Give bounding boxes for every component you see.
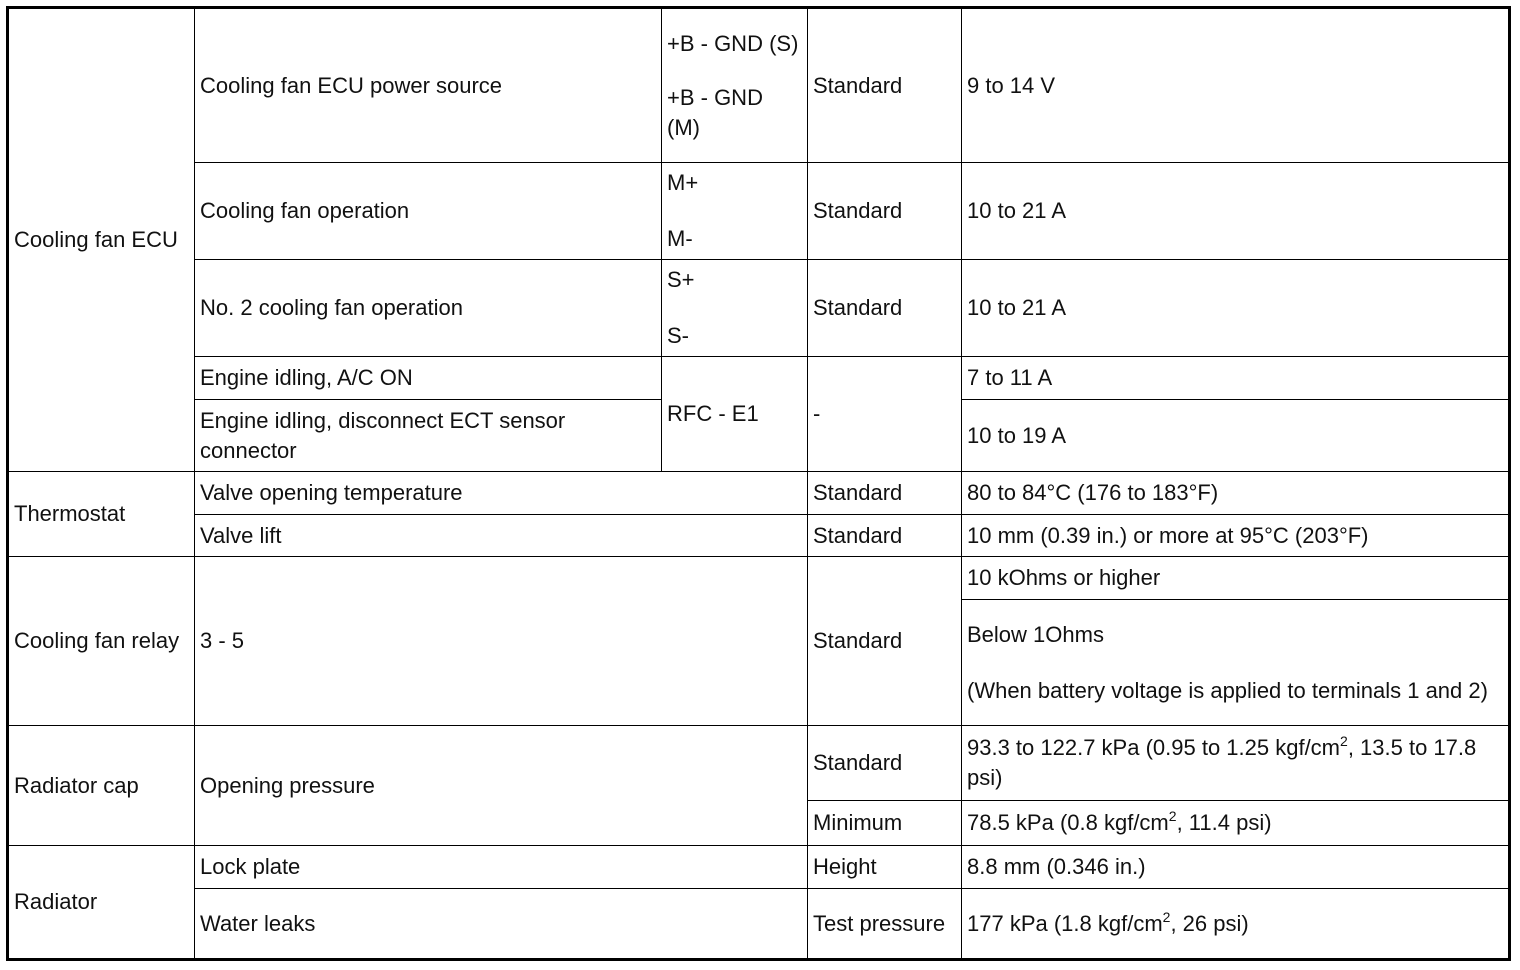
item-cell: No. 2 cooling fan operation xyxy=(195,260,662,357)
item-cell: Valve opening temperature xyxy=(195,472,808,515)
value-text: , 26 psi) xyxy=(1170,910,1249,936)
condition-cell: Standard xyxy=(808,8,962,163)
item-cell: Opening pressure xyxy=(195,726,808,846)
table-row xyxy=(8,163,1510,260)
value-text: , 11.4 psi) xyxy=(1176,810,1272,835)
table-row xyxy=(8,557,1510,600)
component-cell: Radiator cap xyxy=(8,726,195,846)
value-cell: 7 to 11 A xyxy=(962,357,1510,400)
value-text: 177 kPa (1.8 kgf/cm xyxy=(967,910,1163,936)
table-row xyxy=(8,260,1510,357)
value-cell xyxy=(962,889,1510,960)
terminal-cell xyxy=(662,260,808,357)
table-row xyxy=(8,889,1510,960)
terminal-cell: RFC - E1 xyxy=(662,357,808,472)
terminal-text: M+ xyxy=(667,170,699,195)
value-cell: 10 to 19 A xyxy=(962,400,1510,472)
condition-cell: Height xyxy=(808,846,962,889)
component-cell: Cooling fan relay xyxy=(8,557,195,726)
superscript: 2 xyxy=(1340,733,1348,749)
value-cell: 10 to 21 A xyxy=(962,163,1510,260)
terminal-cell xyxy=(662,163,808,260)
value-text: , 13.5 to 17.8 psi) xyxy=(967,735,1477,790)
value-cell: 10 to 21 A xyxy=(962,260,1510,357)
component-cell: Cooling fan ECU xyxy=(8,8,195,472)
terminal-text: S- xyxy=(667,323,689,348)
item-cell: Cooling fan ECU power source xyxy=(195,8,662,163)
terminal-text: +B - GND (S) xyxy=(667,30,799,56)
condition-cell: Standard xyxy=(808,557,962,726)
item-cell: 3 - 5 xyxy=(195,557,808,726)
value-text: 78.5 kPa (0.8 kgf/cm xyxy=(967,810,1169,835)
condition-cell: Standard xyxy=(808,260,962,357)
value-cell: 80 to 84°C (176 to 183°F) xyxy=(962,472,1510,515)
item-cell: Water leaks xyxy=(195,889,808,960)
condition-cell: Standard xyxy=(808,163,962,260)
terminal-text: M- xyxy=(667,226,693,251)
terminal-text: +B - GND (M) xyxy=(667,84,763,140)
condition-cell: Minimum xyxy=(808,801,962,846)
terminal-cell xyxy=(662,8,808,163)
component-cell: Thermostat xyxy=(8,472,195,557)
item-cell: Engine idling, A/C ON xyxy=(195,357,662,400)
value-cell: 10 mm (0.39 in.) or more at 95°C (203°F) xyxy=(962,515,1510,557)
item-cell: Valve lift xyxy=(195,515,808,557)
table-row xyxy=(8,726,1510,801)
condition-cell: Test pressure xyxy=(808,889,962,960)
value-cell: 10 kOhms or higher xyxy=(962,557,1510,600)
value-cell xyxy=(962,726,1510,801)
value-text: 93.3 to 122.7 kPa (0.95 to 1.25 kgf/cm xyxy=(967,735,1341,760)
table-row xyxy=(8,8,1510,163)
value-note: (When battery voltage is applied to terminals 1 and 2) xyxy=(967,677,1488,703)
value-cell xyxy=(962,600,1510,726)
condition-cell: Standard xyxy=(808,515,962,557)
condition-cell: - xyxy=(808,357,962,472)
table-row xyxy=(8,515,1510,557)
condition-cell: Standard xyxy=(808,726,962,801)
value-cell: 9 to 14 V xyxy=(962,8,1510,163)
superscript: 2 xyxy=(1168,808,1177,824)
item-cell: Engine idling, disconnect ECT sensor connector xyxy=(195,400,662,472)
table-row xyxy=(8,846,1510,889)
component-cell: Radiator xyxy=(8,846,195,960)
value-cell: 8.8 mm (0.346 in.) xyxy=(962,846,1510,889)
item-cell: Cooling fan operation xyxy=(195,163,662,260)
condition-cell: Standard xyxy=(808,472,962,515)
value-cell xyxy=(962,801,1510,846)
specification-table xyxy=(6,6,1511,961)
value-text: Below 1Ohms xyxy=(967,621,1104,647)
table-row xyxy=(8,357,1510,400)
table-row xyxy=(8,472,1510,515)
terminal-text: S+ xyxy=(667,267,695,292)
superscript: 2 xyxy=(1162,908,1171,925)
item-cell: Lock plate xyxy=(195,846,808,889)
